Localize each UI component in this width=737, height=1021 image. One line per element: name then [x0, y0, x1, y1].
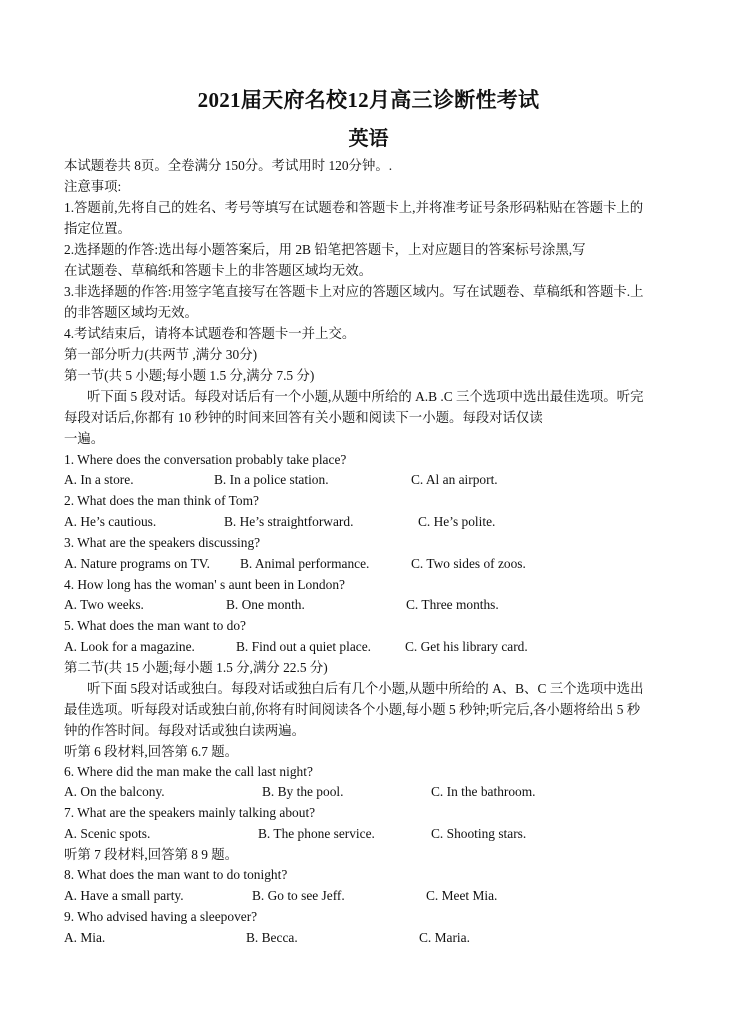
- option-a: A. Look for a magazine.: [64, 639, 195, 654]
- option-c: C. Maria.: [419, 930, 470, 945]
- material-heading: 听第 6 段材料,回答第 6.7 题。: [64, 744, 239, 759]
- option-c: C. Two sides of zoos.: [411, 556, 526, 571]
- section-heading: 第一节(共 5 小题;每小题 1.5 分,满分 7.5 分): [64, 368, 315, 383]
- option-c: C. He’s polite.: [418, 514, 496, 529]
- option-b: B. He’s straightforward.: [224, 514, 354, 529]
- option-a: A. On the balcony.: [64, 784, 165, 799]
- option-b: B. Animal performance.: [240, 556, 370, 571]
- section-heading: 第一部分听力(共两节 ,满分 30分): [64, 347, 258, 362]
- question-text: 2. What does the man think of Tom?: [64, 493, 259, 508]
- question-text: 9. Who advised having a sleepover?: [64, 909, 258, 924]
- intro-line: 在试题卷、草稿纸和答题卡上的非答题区域均无效。: [64, 263, 372, 278]
- question-text: 7. What are the speakers mainly talking about?: [64, 805, 316, 820]
- instruction-line: 每段对话后,你都有 10 秒钟的时间来回答有关小题和阅读下一小题。每段对话仅读: [64, 410, 543, 425]
- option-a: A. In a store.: [64, 472, 134, 487]
- option-b: B. In a police station.: [214, 472, 329, 487]
- instruction-line: 听下面 5 段对话。每段对话后有一个小题,从题中所给的 A.B .C 三个选项中选出最佳选项。听完: [87, 389, 644, 404]
- option-a: A. Mia.: [64, 930, 106, 945]
- intro-line: 的非答题区域均无效。: [64, 305, 198, 320]
- question-text: 1. Where does the conversation probably take place?: [64, 452, 347, 467]
- option-a: A. He’s cautious.: [64, 514, 157, 529]
- question-text: 6. Where did the man make the call last night?: [64, 764, 313, 779]
- option-a: A. Nature programs on TV.: [64, 556, 211, 571]
- option-c: C. In the bathroom.: [431, 784, 536, 799]
- question-text: 4. How long has the woman' s aunt been in London?: [64, 577, 345, 592]
- option-a: A. Have a small party.: [64, 888, 184, 903]
- instruction-line: 最佳选项。听每段对话或独白前,你将有时间阅读各个小题,每小题 5 秒钟;听完后,各小题将给出 5 秒: [64, 702, 641, 717]
- option-b: B. By the pool.: [262, 784, 344, 799]
- option-c: C. Meet Mia.: [426, 888, 498, 903]
- option-a: A. Two weeks.: [64, 597, 144, 612]
- intro-line: 3.非选择题的作答:用签字笔直接写在答题卡上对应的答题区域内。写在试题卷、草稿纸和答题卡.上: [64, 284, 644, 299]
- option-c: C. Shooting stars.: [431, 826, 527, 841]
- exam-subject: 英语: [348, 128, 389, 150]
- option-c: C. Three months.: [406, 597, 499, 612]
- question-text: 8. What does the man want to do tonight?: [64, 867, 288, 882]
- instruction-line: 一遍。: [64, 431, 105, 446]
- option-b: B. The phone service.: [258, 826, 375, 841]
- question-text: 5. What does the man want to do?: [64, 618, 246, 633]
- material-heading: 听第 7 段材料,回答第 8 9 题。: [64, 847, 239, 862]
- intro-line: 注意事项:: [64, 179, 122, 194]
- option-c: C. Get his library card.: [405, 639, 528, 654]
- exam-title: 2021届天府名校12月高三诊断性考试: [197, 88, 540, 112]
- instruction-line: 听下面 5段对话或独白。每段对话或独白后有几个小题,从题中所给的 A、B、C 三个选项中选出: [87, 681, 644, 696]
- option-b: B. Becca.: [246, 930, 298, 945]
- intro-line: 本试题卷共 8页。全卷满分 150分。考试用时 120分钟。.: [64, 158, 393, 173]
- intro-line: 2.选择题的作答:选出每小题答案后，用 2B 铅笔把答题卡，上对应题目的答案标号涂黑,写: [64, 242, 586, 257]
- instruction-line: 钟的作答时间。每段对话或独白读两遍。: [64, 723, 306, 738]
- question-text: 3. What are the speakers discussing?: [64, 535, 261, 550]
- option-b: B. Go to see Jeff.: [252, 888, 345, 903]
- option-b: B. Find out a quiet place.: [236, 639, 371, 654]
- option-a: A. Scenic spots.: [64, 826, 151, 841]
- option-b: B. One month.: [226, 597, 305, 612]
- intro-line: 指定位置。: [64, 221, 131, 236]
- intro-line: 4.考试结束后，请将本试题卷和答题卡一并上交。: [64, 326, 356, 341]
- intro-line: 1.答题前,先将自己的姓名、考号等填写在试题卷和答题卡上,并将准考证号条形码粘贴在答题卡上的: [64, 200, 644, 215]
- section-heading: 第二节(共 15 小题;每小题 1.5 分,满分 22.5 分): [64, 660, 328, 675]
- option-c: C. Al an airport.: [411, 472, 498, 487]
